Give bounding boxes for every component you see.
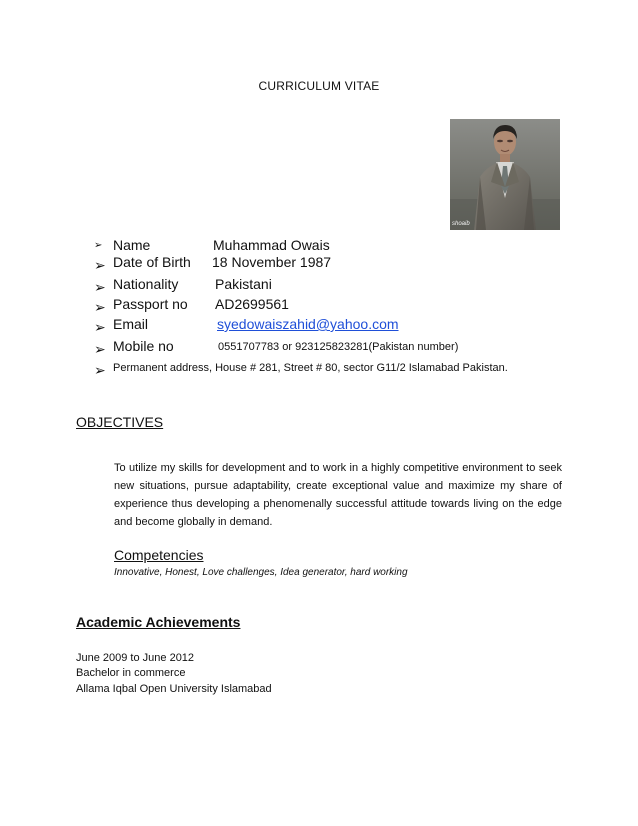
mobile-value: 0551707783 or 923125823281(Pakistan number) [218, 341, 459, 353]
mobile-label: Mobile no [113, 338, 174, 354]
academic-heading: Academic Achievements [76, 614, 241, 630]
academic-line: June 2009 to June 2012 [76, 652, 195, 664]
arrow-bullet-icon: ➢ [94, 362, 106, 378]
passport-label: Passport no [113, 296, 188, 312]
photo-signature: shoaib [452, 221, 470, 227]
arrow-bullet-icon: ➢ [94, 299, 106, 315]
competencies-heading: Competencies [114, 547, 204, 563]
arrow-bullet-icon: ➢ [94, 319, 106, 335]
nationality-label: Nationality [113, 276, 179, 292]
name-value: Muhammad Owais [213, 237, 330, 253]
academic-line: Bachelor in commerce [76, 667, 186, 679]
email-label: Email [113, 316, 149, 332]
arrow-bullet-icon: ➢ [94, 240, 103, 251]
date-of-birth-value: 18 November 1987 [212, 254, 332, 270]
arrow-bullet-icon: ➢ [94, 257, 106, 273]
competencies-text: Innovative, Honest, Love challenges, Idea generator, hard working [114, 567, 408, 578]
arrow-bullet-icon: ➢ [94, 279, 106, 295]
academic-line: Allama Iqbal Open University Islamabad [76, 683, 272, 695]
page-title: CURRICULUM VITAE [258, 79, 380, 93]
profile-photo [450, 119, 560, 230]
name-label: Name [113, 237, 151, 253]
email-link[interactable]: syedowaiszahid@yahoo.com [217, 316, 399, 332]
objectives-text: To utilize my skills for development and to work in a highly competitive environment to seek new situations, pursue adaptability, create exceptional value and maximize my share of experience thus developing a phenomenally successful attitude towards living on the edge and become globally in demand. [114, 462, 562, 528]
arrow-bullet-icon: ➢ [94, 341, 106, 357]
date-of-birth-label: Date of Birth [113, 254, 191, 270]
passport-value: AD2699561 [215, 296, 289, 312]
address-text: Permanent address, House # 281, Street # 80, sector G11/2 Islamabad Pakistan. [113, 362, 508, 374]
objectives-heading: OBJECTIVES [76, 414, 164, 430]
nationality-value: Pakistani [215, 276, 272, 292]
profile-photo-illustration [450, 119, 560, 230]
